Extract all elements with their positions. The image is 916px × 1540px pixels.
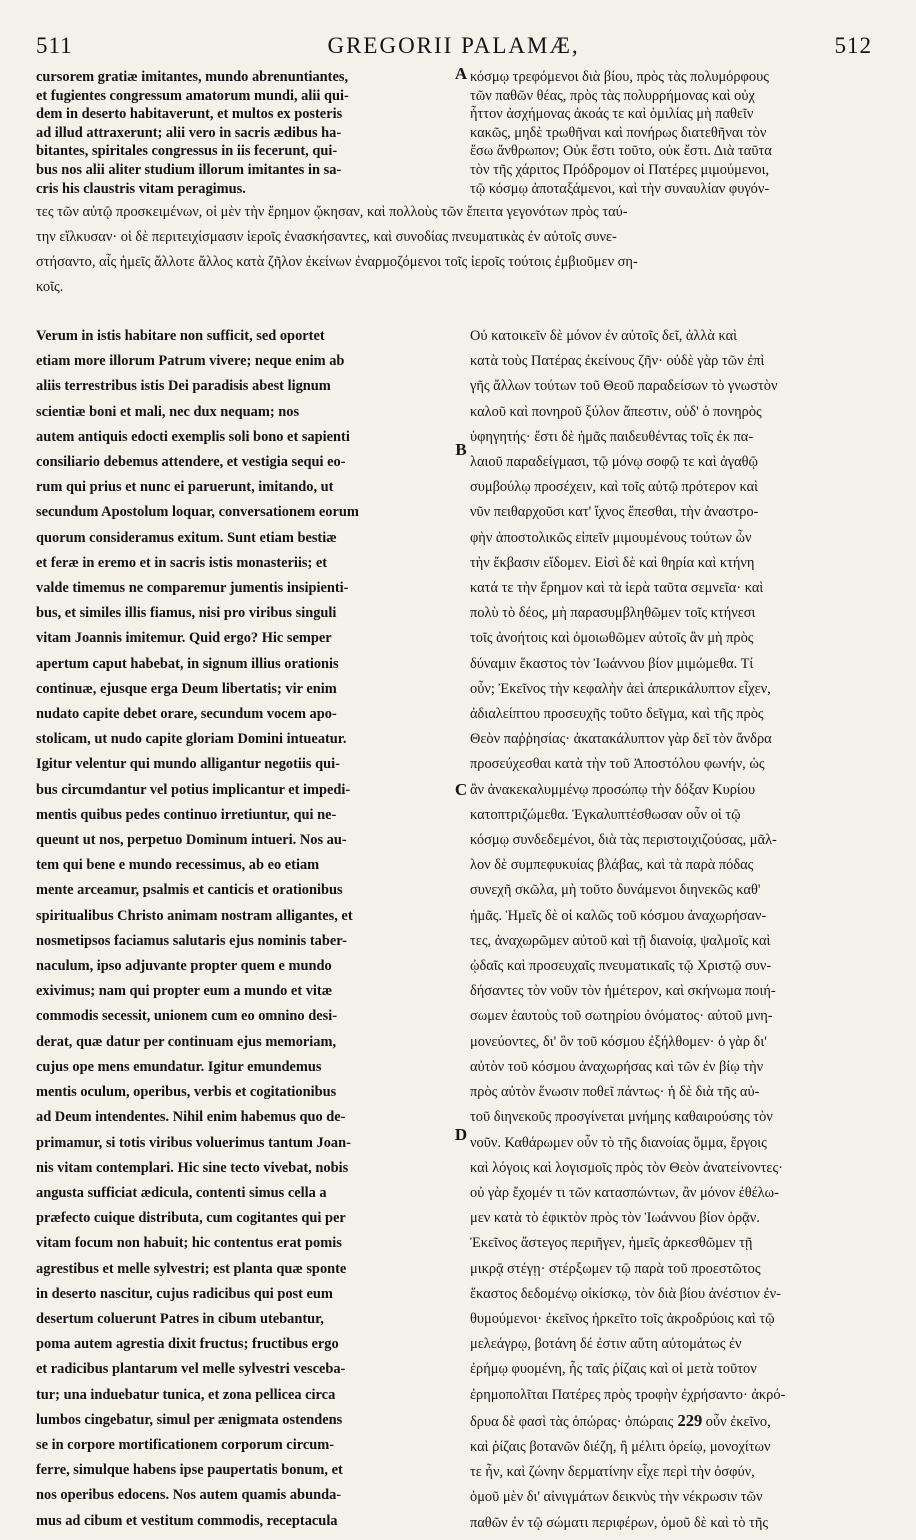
- text-line: agrestibus et melle sylvestri; est planta quæ sponte: [36, 1260, 347, 1277]
- text-line: cris his claustris vitam peragimus.: [36, 180, 246, 197]
- text-line: παθῶν ἐν τῷ σώματι περιφέρων, ὁμοῦ δὲ καὶ τὸ τῆς: [470, 1514, 769, 1531]
- text-line: ἀδιαλείπτου προσευχῆς τοῦτο δεῖγμα, καὶ τῆς πρὸς: [470, 706, 764, 723]
- text-line: Ἐκεῖνος ἄστεγος περιῆγεν, ἡμεῖς ἀρκεσθῶμεν τῇ: [470, 1235, 753, 1252]
- text-line: νῦν πειθαρχοῦσι κατ' ἴχνος ἕπεσθαι, τὴν ἀναστρο-: [470, 504, 759, 521]
- text-line: bus circumdantur vel potius implicantur et impedi-: [36, 781, 351, 798]
- section-marker-d: D: [454, 1125, 468, 1144]
- text-line: bitantes, spiritales congressus in iis fecerunt, qui-: [36, 143, 338, 160]
- text-line: δρυα δὲ φασὶ τὰς ὀπώρας· ὀπώραις 229 οὖν ἐκεῖνο,: [470, 1410, 771, 1430]
- text-line: γῆς ἄλλων τούτων τοῦ Θεοῦ παραδείσων τὸ γνωστὸν: [470, 378, 778, 395]
- text-line: πολὺ τὸ δέος, μὴ παρασυμβληθῶμεν τοῖς κτήνεσι: [470, 605, 756, 622]
- text-line: naculum, ipso adjuvante propter quem e mundo: [36, 958, 332, 975]
- text-line: lumbos cingebatur, simul per ænigmata ostendens: [36, 1411, 343, 1428]
- text-line: mus ad cibum et vestitum commodis, receptacula: [36, 1512, 338, 1529]
- text-line: ἂν ἀνακεκαλυμμένῳ προσώπῳ τὴν δόξαν Κυρίου: [470, 781, 756, 798]
- text-line: continuæ, ejusque erga Deum libertatis; vir enim: [36, 680, 337, 697]
- text-line: τὴν ἔκβασιν εἴδομεν. Εἰσὶ δὲ καὶ θηρία καὶ κτήνη: [470, 554, 755, 571]
- text-line: poma autem agrestia dixit fructus; fructibus ergo: [36, 1336, 339, 1353]
- text-line: κοῖς.: [36, 279, 64, 295]
- text-line: ἐρήμῳ φυομένη, ἧς ταῖς ῥίζαις καὶ οἱ μετὰ τοῦτον: [470, 1361, 757, 1378]
- text-line: τοῦ διηνεκοῦς προσγίνεται μνήμης καθαιρούσης τὸν: [470, 1109, 773, 1126]
- text-line: οὖν; Ἐκεῖνος τὴν κεφαλὴν ἀεὶ ἀπερικάλυπτον εἶχεν,: [470, 680, 771, 697]
- greek-full-width-block: [36, 200, 882, 300]
- section-marker-b: B: [455, 440, 467, 459]
- text-line: μονεύοντες, δι' ὃν τοῦ κόσμου ἐξήλθομεν· ὁ γὰρ δι': [470, 1033, 767, 1050]
- text-line: ἕκαστος δεδομένῳ οἰκίσκῳ, τὸν διὰ βίου ἀνέστιον ἐν-: [470, 1285, 781, 1302]
- text-line: valde timemus ne comparemur jumentis insipienti-: [36, 580, 349, 597]
- text-line: τοῖς ἀνοήτοις καὶ ὁμοιωθῶμεν αὐτοῖς ἂν μὴ πρὸς: [470, 630, 754, 647]
- text-line: μελεάγρῳ, βοτάνη δέ ἐστιν αὕτη αὐτομάτως ἐν: [470, 1336, 742, 1353]
- text-line: καὶ λόγοις καὶ λογισμοῖς πρὸς τὸν Θεὸν ἀνατείνοντες·: [470, 1159, 783, 1176]
- text-line: mentis quibus pedes continuo irretiuntur, qui ne-: [36, 806, 337, 823]
- text-line: οὐ γὰρ ἔχομέν τι τῶν κατασπώντων, ἂν μόνον ἐθέλω-: [470, 1184, 779, 1201]
- text-line: cursorem gratiæ imitantes, mundo abrenuntiantes,: [36, 69, 349, 85]
- text-line: ἔσω ἄνθρωπον; Οὐκ ἔστι τοῦτο, οὐκ ἔστι. Διὰ ταῦτα: [470, 143, 772, 160]
- text-line: angusta sufficiat ædicula, contenti simus cella a: [36, 1184, 327, 1201]
- text-line: et fugientes congressum amatorum mundi, alii qui-: [36, 87, 349, 104]
- text-line: κατοπτριζώμεθα. Ἐγκαλυπτέσθωσαν οὖν οἱ τῷ: [470, 806, 741, 823]
- text-line: τες τῶν αὐτῷ προσκειμένων, οἱ μὲν τὴν ἔρημον ᾤκησαν, καὶ πολλοὺς τῶν ἔπειτα γεγονότων πρὸς ταύ-: [36, 204, 628, 220]
- text-line: ferre, simulque habens ipse paupertatis bonum, et: [36, 1462, 343, 1479]
- text-line: Verum in istis habitare non sufficit, sed oportet: [36, 328, 325, 344]
- page-number-right: 512: [834, 33, 872, 58]
- section-marker-a: A: [454, 64, 468, 83]
- text-line: secundum Apostolum loquar, conversationem eorum: [36, 504, 359, 521]
- text-line: δήσαντες τὸν νοῦν τὸν ἡμέτερον, καὶ σκήνωμα ποιή-: [470, 983, 776, 1000]
- text-line: etiam more illorum Patrum vivere; neque enim ab: [36, 353, 345, 370]
- text-line: spiritualibus Christo animam nostram alligantes, et: [36, 907, 353, 924]
- text-line: et radicibus plantarum vel melle sylvestri vesceba-: [36, 1361, 346, 1378]
- text-line: τῷ κόσμῳ ἀποταξάμενοι, καὶ τὴν συναυλίαν φυγόν-: [470, 180, 770, 197]
- text-line: consiliario debemus attendere, et vestigia sequi eo-: [36, 454, 346, 471]
- text-line: δύναμιν ἕκαστος τὸν Ἰωάννου βίον μιμώμεθα. Τί: [470, 655, 754, 672]
- text-line: queunt ut nos, perpetuo Dominum intueri. Nos au-: [36, 832, 347, 849]
- text-line: scientiæ boni et mali, nec dux nequam; nos: [36, 403, 300, 420]
- text-line: καὶ ῥίζαις βοτανῶν διέζη, ἢ μέλιτι ὀρείῳ, μονοχίτων: [470, 1438, 771, 1455]
- text-line: ὑφηγητής· ἔστι δὲ ἡμᾶς παιδευθέντας τοῖς ἐκ πα-: [470, 428, 754, 445]
- text-line: cujus ope mens emundatur. Igitur emundemus: [36, 1058, 322, 1075]
- text-line: σωμεν ἑαυτοὺς τοῦ σωτηρίου ὀνόματος· αὐτοῦ μνη-: [470, 1008, 773, 1025]
- text-line: vitam Joannis imitemur. Quid ergo? Hic semper: [36, 630, 332, 647]
- text-line: θυμούμενοι· ἐκεῖνος ἠρκεῖτο τοῖς ἀκροδρύοις καὶ τῷ: [470, 1310, 775, 1327]
- text-fragment: οὖν ἐκεῖνο,: [702, 1413, 771, 1430]
- text-line: ἐρημοπολῖται Πατέρες πρὸς τροφὴν ἐχρήσαντο· ἀκρό-: [470, 1386, 786, 1403]
- text-line: τῶν παθῶν θέας, πρὸς τὰς πολυρρήμονας καὶ οὐχ: [470, 87, 755, 104]
- text-line: ἡμᾶς. Ἡμεῖς δὲ οἱ καλῶς τοῦ κόσμου ἀναχωρήσαν-: [470, 907, 767, 924]
- text-line: συμβούλῳ προσέχειν, καὶ τοῖς αὐτῷ πρότερον καὶ: [470, 479, 759, 496]
- text-line: tem qui bene e mundo recessimus, ab eo etiam: [36, 857, 320, 874]
- text-line: ad Deum intendentes. Nihil enim habemus quo de-: [36, 1109, 346, 1126]
- text-line: κατὰ τοὺς Πατέρας ἐκείνους ζῆν· οὐδὲ γὰρ τῶν ἐπὶ: [470, 353, 765, 370]
- text-line: τὸν τῆς χάριτος Πρόδρομον οἱ Πατέρες μιμούμενοι,: [470, 161, 770, 178]
- text-line: stolicam, ut nudo capite gloriam Domini intueatur.: [36, 731, 347, 748]
- text-line: φὴν ἀποστολικῶς εἰπεῖν μιμουμένους τούτων ὧν: [470, 529, 752, 546]
- text-line: ᾠδαῖς καὶ προσευχαῖς πνευματικαῖς τῷ Χριστῷ συν-: [470, 958, 772, 975]
- text-line: se in corpore mortificationem corporum circum-: [36, 1436, 334, 1453]
- text-line: nudato capite debet orare, secundum vocem apo-: [36, 706, 337, 723]
- text-line: τες, ἀναχωρῶμεν αὐτοῦ καὶ τῇ διανοίᾳ, ψαλμοῖς καὶ: [470, 932, 771, 949]
- text-line: apertum caput habebat, in signum illius orationis: [36, 655, 339, 672]
- text-line: ὁμοῦ μὲν δι' αἰνιγμάτων δεικνὺς τὴν νέκρωσιν τῶν: [470, 1489, 763, 1506]
- text-line: desertum coluerunt Patres in cibum utebantur,: [36, 1310, 324, 1327]
- latin-column-block-2: [36, 324, 454, 1534]
- text-line: rum qui prius et nunc ei paruerunt, imitando, ut: [36, 479, 334, 496]
- latin-column-block-1: [36, 68, 454, 198]
- section-marker-c: C: [454, 780, 468, 799]
- text-line: et feræ in eremo et in sacris istis monasteriis; et: [36, 554, 328, 571]
- text-line: autem antiquis edocti exemplis soli bono et sapienti: [36, 428, 350, 445]
- text-line: quorum consideramus exitum. Sunt etiam bestiæ: [36, 529, 337, 546]
- text-line: in deserto nascitur, cujus radicibus qui post eum: [36, 1285, 333, 1302]
- text-line: νοῦν. Καθάρωμεν οὖν τὸ τῆς διανοίας ὄμμα, ἔργοις: [470, 1134, 767, 1151]
- text-line: καλοῦ καὶ πονηροῦ ξύλον ἄπεστιν, οὐδ' ὁ πονηρὸς: [470, 403, 762, 420]
- text-line: mentis oculum, operibus, verbis et cogitationibus: [36, 1084, 337, 1101]
- text-line: ἧττον ἀσχήμονας ἀκοάς τε καὶ ὁμιλίας μὴ παθεῖν: [470, 106, 754, 123]
- text-line: bus nos alii aliter studium illorum imitantes in sa-: [36, 161, 342, 178]
- text-line: συνεχῆ σκῶλα, μὴ τοῦτο δυνάμενοι διηνεκῶς καθ': [470, 882, 761, 899]
- text-line: λον δὲ συμπεφυκυίας βλάβας, καὶ τὰ παρὰ πόδας: [470, 857, 754, 874]
- text-line: Οὐ κατοικεῖν δὲ μόνον ἐν αὐτοῖς δεῖ, ἀλλὰ καὶ: [470, 328, 738, 344]
- text-line: derat, quæ datur per continuam ejus memoriam,: [36, 1033, 337, 1050]
- text-line: aliis terrestribus istis Dei paradisis abest lignum: [36, 378, 331, 395]
- page-header: [36, 28, 872, 64]
- text-line: Igitur velentur qui mundo alligantur negotiis qui-: [36, 756, 340, 773]
- page-number-left: 511: [36, 33, 73, 58]
- text-line: προσεύχεσθαι κατὰ τὴν τοῦ Ἀποστόλου φωνήν, ὡς: [470, 756, 765, 773]
- text-line: vitam focum non habuit; hic contentus erat pomis: [36, 1235, 342, 1252]
- greek-column-block-1: [470, 68, 882, 198]
- text-line: αὐτὸν τοῦ κόσμου ἀναχωρήσας καὶ τῶν ἐν βίῳ τὴν: [470, 1058, 764, 1075]
- text-line: tur; una induebatur tunica, et zona pellicea circa: [36, 1386, 336, 1403]
- text-line: bus, et similes illis fiamus, nisi pro viribus singuli: [36, 605, 337, 622]
- text-line: κατά τε τὴν ἔρημον καὶ τὰ ἱερὰ ταῦτα σεμνεῖα· καὶ: [470, 580, 764, 597]
- text-line: commodis secessit, unionem cum eo omnino desi-: [36, 1008, 337, 1025]
- text-line: την εἵλκυσαν· οἱ δὲ περιτειχίσμασιν ἱεροῖς ἐνασκήσαντες, καὶ συνοδίας πνευματικὰς ἐν αὐτοῖς συνε-: [36, 229, 617, 245]
- text-line: nosmetipsos faciamus salutaris ejus nominis taber-: [36, 932, 347, 949]
- text-line: λαιοῦ παραδείγμασι, τῷ μόνῳ σοφῷ τε καὶ ἀγαθῷ: [470, 454, 758, 471]
- text-line: exivimus; nam qui propter eum a mundo et vitæ: [36, 983, 333, 1000]
- text-line: μεν κατὰ τὸ ἐφικτὸν πρὸς τὸν Ἰωάννου βίον ὁρᾷν.: [470, 1210, 760, 1227]
- text-line: nos operibus edocens. Nos autem quamis abunda-: [36, 1487, 342, 1504]
- text-line: nis vitam contemplari. Hic sine tecto vivebat, nobis: [36, 1159, 349, 1176]
- text-line: στήσαντο, αἷς ἡμεῖς ἄλλοτε ἄλλος κατὰ ζῆλον ἐκείνων ἐναρμοζόμενοι τοῖς ἱεροῖς τούτοις ἐμβιοῦμεν ση-: [36, 254, 638, 270]
- greek-column-block-2: [470, 324, 882, 1536]
- text-line: κόσμῳ τρεφόμενοι διὰ βίου, πρὸς τὰς πολυμόρφους: [470, 69, 769, 85]
- text-line: præfecto cuique distributa, cum cogitantes qui per: [36, 1210, 346, 1227]
- running-title: GREGORII PALAMÆ,: [327, 33, 580, 58]
- text-line: mente arceamur, psalmis et canticis et orationibus: [36, 882, 343, 899]
- text-line: πρὸς αὐτὸν ἕνωσιν ποθεῖ πάντως· ἡ δὲ διὰ τῆς αὐ-: [470, 1084, 760, 1101]
- text-line: ad illud attraxerunt; alii vero in sacris ædibus ha-: [36, 124, 342, 141]
- text-line: κακῶς, μηδὲ τρωθῆναι καὶ πονήρως διατεθῆναι τὸν: [470, 124, 767, 141]
- text-line: primamur, si totis viribus voluerimus tantum Joan-: [36, 1134, 351, 1151]
- text-line: τε ἦν, καὶ ζώνην δερματίνην εἶχε περὶ τὴν ὀσφύν,: [470, 1464, 755, 1481]
- text-line: dem in deserto habitaverunt, et multos ex posteris: [36, 106, 343, 123]
- text-line: μικρᾷ στέγῃ· στέρξωμεν τῷ παρὰ τοῦ προεστῶτος: [470, 1260, 761, 1277]
- text-line: Θεὸν παῤῥησίας· ἀκατακάλυπτον γὰρ δεῖ τὸν ἄνδρα: [470, 731, 772, 748]
- text-line: κόσμῳ συνδεδεμένοι, διὰ τὰς περιστοιχιζούσας, μᾶλ-: [470, 832, 777, 849]
- column-number: 229: [673, 1410, 703, 1430]
